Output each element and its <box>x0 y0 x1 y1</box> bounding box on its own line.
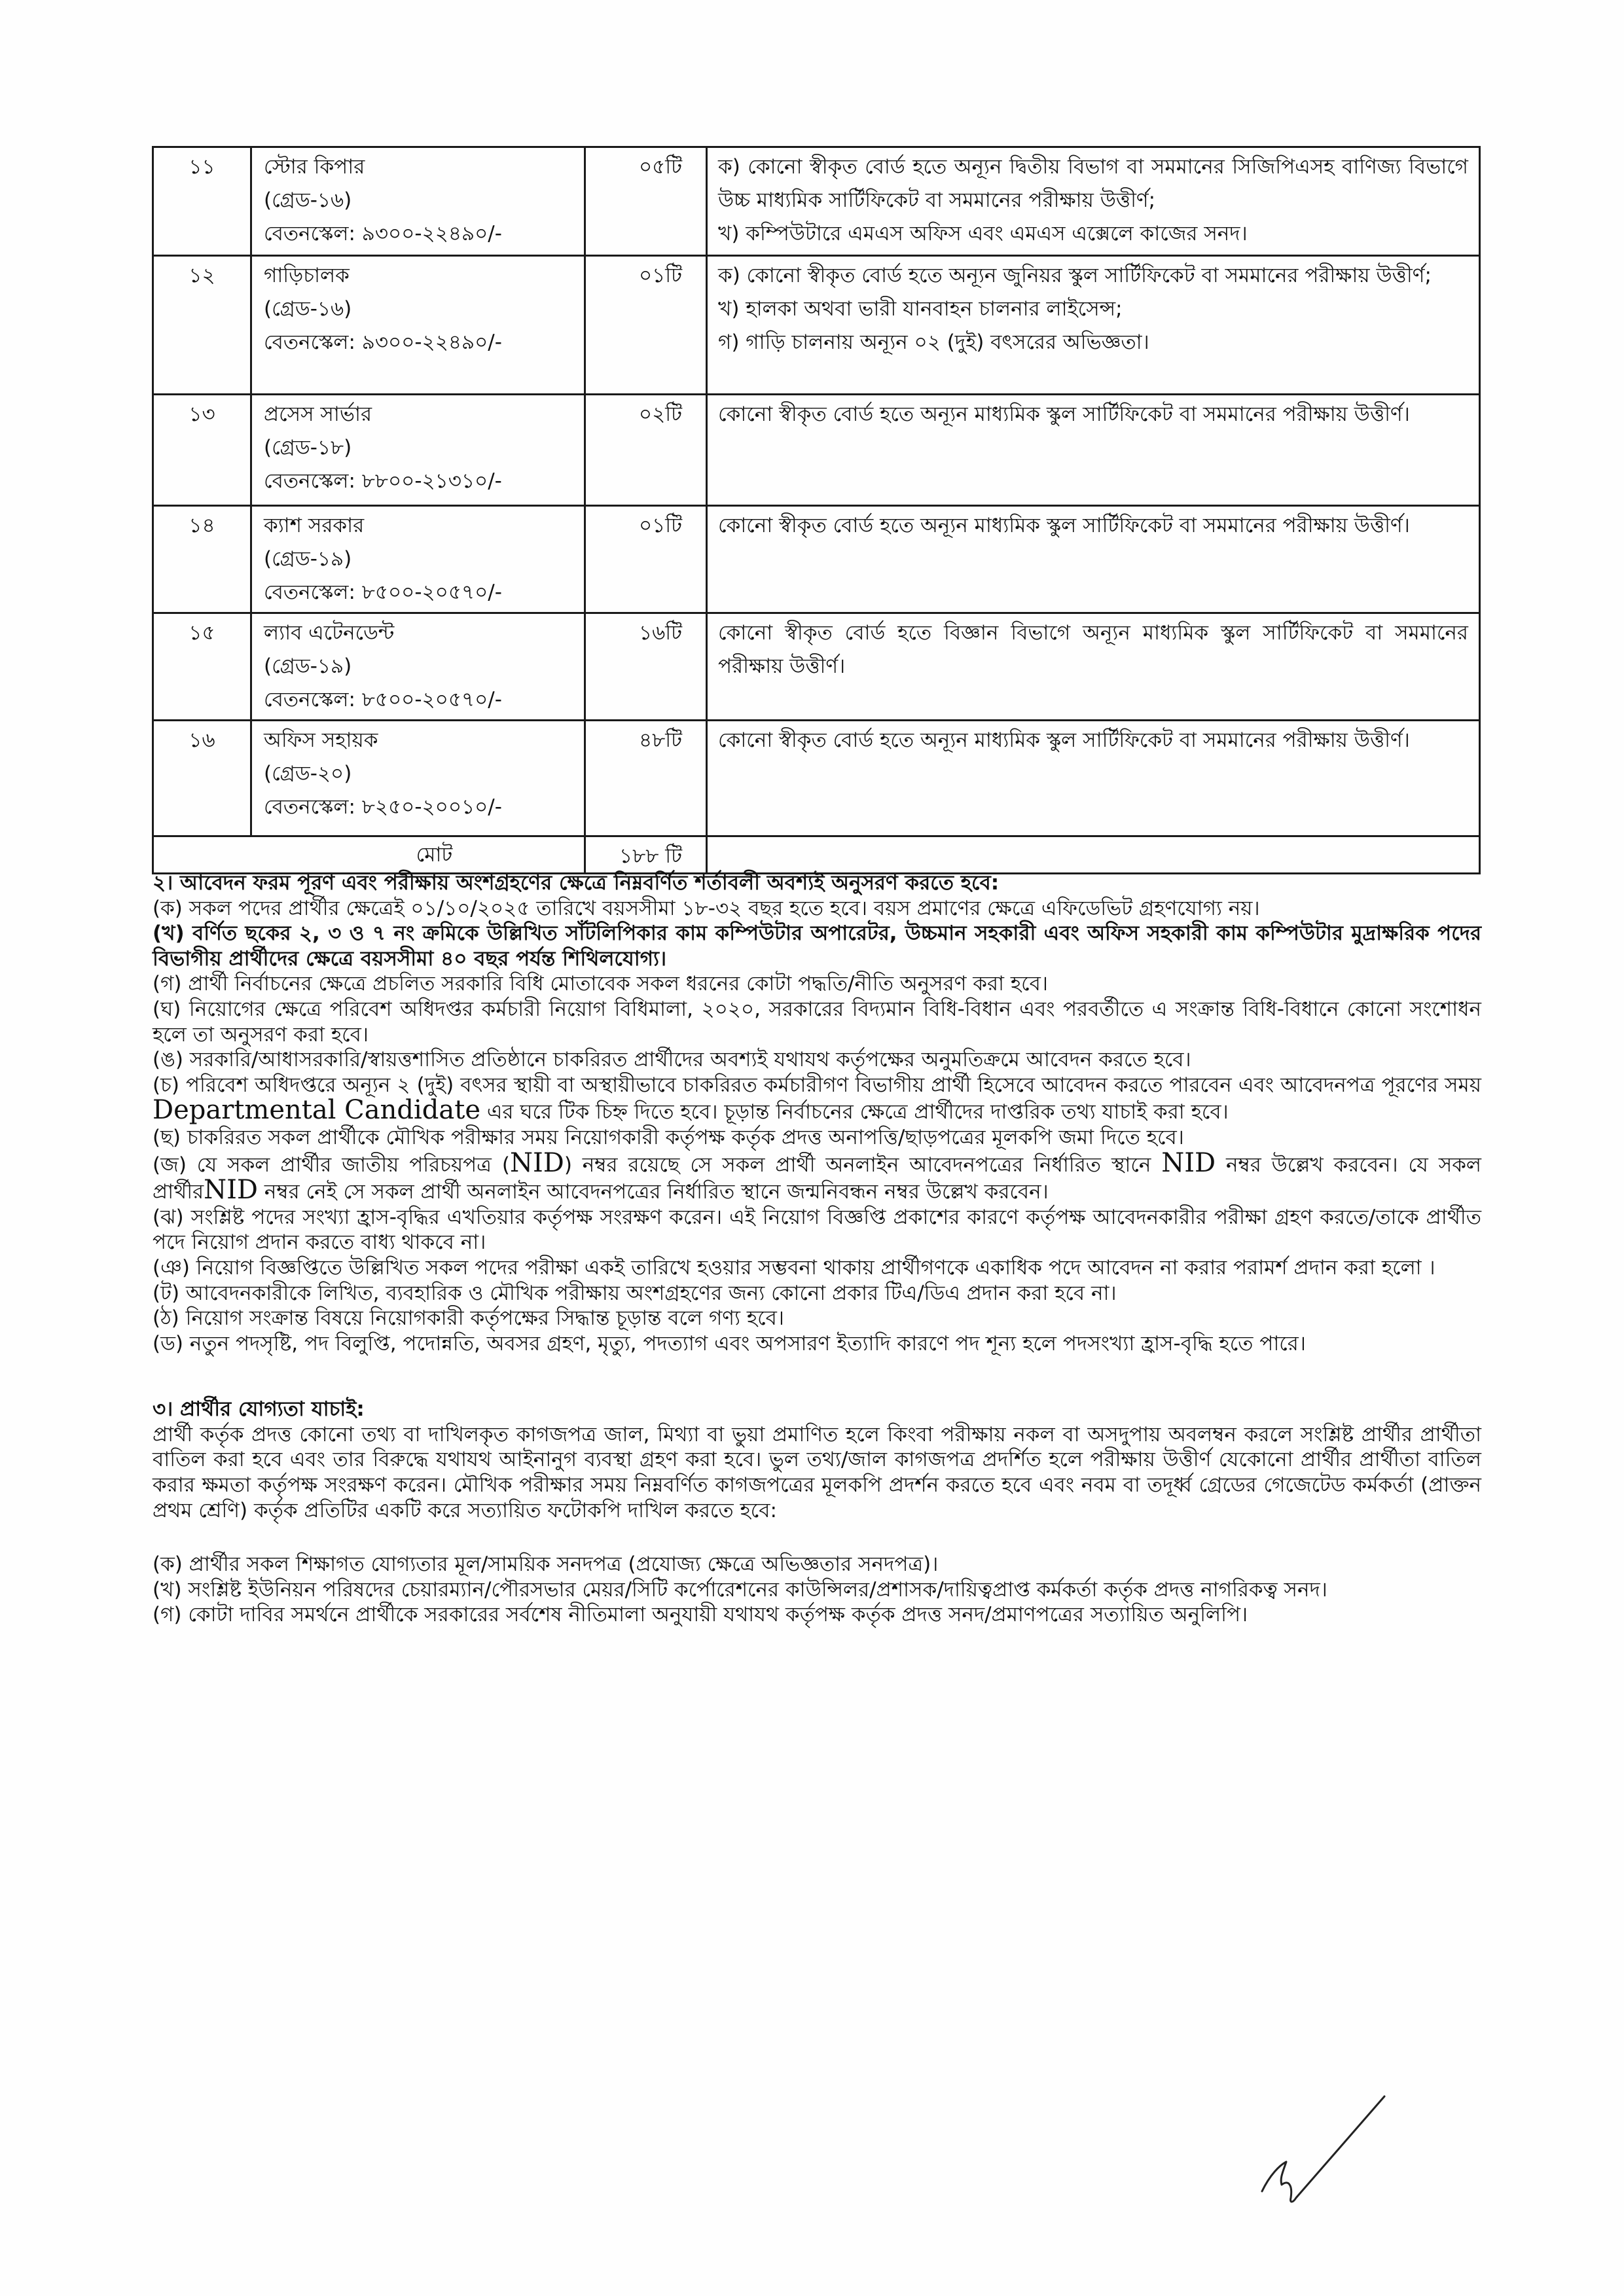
document-item-kha: (খ) সংশ্লিষ্ট ইউনিয়ন পরিষদের চেয়ারম্যান/পৌরসভার মেয়র/সিটি কর্পোরেশনের কাউন্সিলর/প্রশাসক/দায়িত্বপ্রাপ্ত কর্মকর্তা কর্তৃক প্রদত্ত নাগরিকত্ব সনদ। <box>153 1577 1327 1602</box>
nid-term: NID <box>509 1147 564 1178</box>
qualification-cell <box>707 147 1480 256</box>
total-empty-cell <box>707 836 1480 874</box>
post-pay-scale: বেতনস্কেল: ৮৫০০-২০৫৭০/- <box>264 581 502 604</box>
spacer <box>153 1523 1481 1552</box>
condition-ga: (গ) প্রার্থী নির্বাচনের ক্ষেত্রে প্রচলিত সরকারি বিধি মোতাবেক সকল ধরনের কোটা পদ্ধতি/নীতি অনুসরণ করা হবে। <box>153 972 1048 996</box>
condition-jha: (ঝ) সংশ্লিষ্ট পদের সংখ্যা হ্রাস-বৃদ্ধির এখতিয়ার কর্তৃপক্ষ সংরক্ষণ করেন। এই নিয়োগ বিজ্ঞপ্তি প্রকাশের কারণে কর্তৃপক্ষ আবেদনকারীর পরীক্ষা গ্রহণ করতে/তাকে প্রার্থীত পদে নিয়োগ প্রদান করতে বাধ্য থাকবে না। <box>153 1205 1481 1255</box>
condition-ta: (ট) আবেদনকারীকে লিখিত, ব্যবহারিক ও মৌখিক পরীক্ষায় অংশগ্রহণের জন্য কোনো প্রকার টিএ/ডিএ প্রদান করা হবে না। <box>153 1281 1117 1305</box>
posts-table <box>152 146 1481 874</box>
condition-ja-text-3: নম্বর উল্লেখ করবেন। যে সকল প্রার্থীর <box>153 1153 1482 1204</box>
post-pay-scale: বেতনস্কেল: ৮২৫০-২০০১০/- <box>264 795 502 819</box>
qualification-line: কোনো স্বীকৃত বোর্ড হতে অন্যূন মাধ্যমিক স্কুল সার্টিফিকেট বা সমমানের পরীক্ষায় উত্তীর্ণ। <box>718 728 1410 752</box>
post-name: গাড়িচালক <box>264 264 350 287</box>
table-row <box>153 147 1480 256</box>
qualification-cell <box>707 395 1480 506</box>
post-name: অফিস সহায়ক <box>264 728 378 752</box>
post-name: ল্যাব এটেনডেন্ট <box>264 621 395 645</box>
post-grade: (গ্রেড-১৬) <box>264 188 352 212</box>
conditions-body <box>153 870 1481 1628</box>
post-cell <box>251 613 585 721</box>
serial-number: ১২ <box>153 256 251 395</box>
serial-number: ১৩ <box>153 395 251 506</box>
post-name: প্রসেস সার্ভার <box>264 403 372 426</box>
table-total-row <box>153 836 1480 874</box>
condition-cha-text-2: এর ঘরে টিক চিহ্ন দিতে হবে। চূড়ান্ত নির্বাচনের ক্ষেত্রে প্রার্থীদের দাপ্তরিক তথ্য যাচাই করা হবে। <box>486 1100 1229 1124</box>
condition-nya: (ঞ) নিয়োগ বিজ্ঞপ্তিতে উল্লিখিত সকল পদের পরীক্ষা একই তারিখে হওয়ার সম্ভবনা থাকায় প্রার্থীগণকে একাধিক পদে আবেদন না করার পরামর্শ প্রদান করা হলো । <box>153 1255 1435 1280</box>
post-cell <box>251 721 585 836</box>
condition-ja <box>153 1147 1482 1206</box>
serial-number: ১৬ <box>153 721 251 836</box>
table-row <box>153 256 1480 395</box>
vacancy-count: ০১টি <box>585 506 707 613</box>
qualification-cell <box>707 721 1480 836</box>
post-name: স্টোর কিপার <box>264 155 365 179</box>
post-cell <box>251 395 585 506</box>
vacancy-count: ১৬টি <box>585 613 707 721</box>
qualification-line: খ) হালকা অথবা ভারী যানবাহন চালনার লাইসেন্স; <box>718 297 1123 321</box>
condition-ja-text-4: নম্বর নেই সে সকল প্রার্থী অনলাইন আবেদনপত্রের নির্ধারিত স্থানে জন্মনিবন্ধন নম্বর উল্লেখ করবেন। <box>264 1180 1049 1204</box>
table-row <box>153 721 1480 836</box>
condition-cha <box>153 1073 1481 1125</box>
qualification-line: কোনো স্বীকৃত বোর্ড হতে বিজ্ঞান বিভাগে অন্যূন মাধ্যমিক স্কুল সার্টিফিকেট বা সমমানের পরীক্ষায় উত্তীর্ণ। <box>718 621 1468 678</box>
condition-ja-text-2: ) নম্বর রয়েছে সে সকল প্রার্থী অনলাইন আবেদনপত্রের নির্ধারিত স্থানে <box>564 1153 1151 1177</box>
qualification-line: কোনো স্বীকৃত বোর্ড হতে অন্যূন মাধ্যমিক স্কুল সার্টিফিকেট বা সমমানের পরীক্ষায় উত্তীর্ণ। <box>718 514 1410 537</box>
post-grade: (গ্রেড-১৯) <box>264 655 352 678</box>
vacancy-count: ৪৮টি <box>585 721 707 836</box>
post-grade: (গ্রেড-১৬) <box>264 297 352 321</box>
post-cell <box>251 506 585 613</box>
condition-ja-text-1: (জ) যে সকল প্রার্থীর জাতীয় পরিচয়পত্র ( <box>153 1153 510 1177</box>
departmental-candidate-term: Departmental Candidate <box>153 1095 480 1126</box>
serial-number: ১৪ <box>153 506 251 613</box>
table-row <box>153 613 1480 721</box>
section-2-heading: ২। আবেদন ফরম পূরণ এবং পরীক্ষায় অংশগ্রহণের ক্ষেত্রে নিম্নবর্ণিত শর্তাবলী অবশ্যই অনুসরণ করতে হবে: <box>153 871 1000 895</box>
nid-term: NID <box>1161 1147 1216 1178</box>
total-label: মোট <box>153 836 585 874</box>
signature-mark <box>1257 2093 1394 2204</box>
total-count: ১৮৮ টি <box>585 836 707 874</box>
condition-tha: (ঠ) নিয়োগ সংক্রান্ত বিষয়ে নিয়োগকারী কর্তৃপক্ষের সিদ্ধান্ত চূড়ান্ত বলে গণ্য হবে। <box>153 1306 784 1331</box>
qualification-cell <box>707 506 1480 613</box>
condition-cha-text-1: (চ) পরিবেশ অধিদপ্তরে অন্যূন ২ (দুই) বৎসর স্থায়ী বা অস্থায়ীভাবে চাকরিরত কর্মচারীগণ বিভাগীয় প্রার্থী হিসেবে আবেদন করতে পারবেন এবং আবেদনপত্র পূরণের সময় <box>153 1073 1481 1097</box>
qualification-line: ক) কোনো স্বীকৃত বোর্ড হতে অন্যূন জুনিয়র স্কুল সার্টিফিকেট বা সমমানের পরীক্ষায় উত্তীর্ণ; <box>718 264 1432 287</box>
post-cell <box>251 147 585 256</box>
vacancy-count: ০৫টি <box>585 147 707 256</box>
vacancy-count: ০১টি <box>585 256 707 395</box>
post-grade: (গ্রেড-২০) <box>264 762 352 785</box>
qualification-line: গ) গাড়ি চালনায় অন্যূন ০২ (দুই) বৎসরের অভিজ্ঞতা। <box>718 331 1149 354</box>
post-pay-scale: বেতনস্কেল: ৯৩০০-২২৪৯০/- <box>264 222 502 245</box>
post-name: ক্যাশ সরকার <box>264 514 365 537</box>
condition-kha: (খ) বর্ণিত ছকের ২, ৩ ও ৭ নং ক্রমিকে উল্লিখিত সাঁটলিপিকার কাম কম্পিউটার অপারেটর, উচ্চমান সহকারী এবং অফিস সহকারী কাম কম্পিউটার মুদ্রাক্ষরিক পদের বিভাগীয় প্রার্থীদের ক্ষেত্রে বয়সসীমা ৪০ বছর পর্যন্ত শিথিলযোগ্য। <box>153 922 1481 971</box>
post-pay-scale: বেতনস্কেল: ৮৮০০-২১৩১০/- <box>264 469 502 493</box>
qualification-cell <box>707 613 1480 721</box>
table-row <box>153 395 1480 506</box>
qualification-cell <box>707 256 1480 395</box>
post-pay-scale: বেতনস্কেল: ৯৩০০-২২৪৯০/- <box>264 331 502 354</box>
condition-ka: (ক) সকল পদের প্রার্থীর ক্ষেত্রেই ০১/১০/২০২৫ তারিখে বয়সসীমা ১৮-৩২ বছর হতে হবে। বয়স প্রমাণের ক্ষেত্রে এফিডেভিট গ্রহণযোগ্য নয়। <box>153 896 1260 920</box>
post-grade: (গ্রেড-১৯) <box>264 547 352 571</box>
condition-chha: (ছ) চাকরিরত সকল প্রার্থীকে মৌখিক পরীক্ষার সময় নিয়োগকারী কর্তৃপক্ষ কর্তৃক প্রদত্ত অনাপত্তি/ছাড়পত্রের মূলকপি জমা দিতে হবে। <box>153 1125 1184 1149</box>
post-grade: (গ্রেড-১৮) <box>264 436 352 459</box>
serial-number: ১৫ <box>153 613 251 721</box>
table-row <box>153 506 1480 613</box>
vacancy-count: ০২টি <box>585 395 707 506</box>
qualification-line: কোনো স্বীকৃত বোর্ড হতে অন্যূন মাধ্যমিক স্কুল সার্টিফিকেট বা সমমানের পরীক্ষায় উত্তীর্ণ। <box>718 403 1410 426</box>
document-item-ga: (গ) কোটা দাবির সমর্থনে প্রার্থীকে সরকারের সর্বশেষ নীতিমালা অনুযায়ী যথাযথ কর্তৃপক্ষ কর্তৃক প্রদত্ত সনদ/প্রমাণপত্রের সত্যায়িত অনুলিপি। <box>153 1603 1248 1627</box>
serial-number: ১১ <box>153 147 251 256</box>
document-item-ka: (ক) প্রার্থীর সকল শিক্ষাগত যোগ্যতার মূল/সাময়িক সনদপত্র (প্রযোজ্য ক্ষেত্রে অভিজ্ঞতার সনদপত্র)। <box>153 1552 939 1577</box>
condition-uo: (ঙ) সরকারি/আধাসরকারি/স্বায়ত্তশাসিত প্রতিষ্ঠানে চাকরিরত প্রার্থীদের অবশ্যই যথাযথ কর্তৃপক্ষের অনুমতিক্রমে আবেদন করতে হবে। <box>153 1048 1191 1072</box>
condition-gha: (ঘ) নিয়োগের ক্ষেত্রে পরিবেশ অধিদপ্তর কর্মচারী নিয়োগ বিধিমালা, ২০২০, সরকারের বিদ্যমান বিধি-বিধান এবং পরবর্তীতে এ সংক্রান্ত বিধি-বিধানে কোনো সংশোধন হলে তা অনুসরণ করা হবে। <box>153 997 1481 1047</box>
post-cell <box>251 256 585 395</box>
qualification-line: খ) কম্পিউটারে এমএস অফিস এবং এমএস এক্সেলে কাজের সনদ। <box>718 222 1248 245</box>
section-3-intro: প্রার্থী কর্তৃক প্রদত্ত কোনো তথ্য বা দাখিলকৃত কাগজপত্র জাল, মিথ্যা বা ভুয়া প্রমাণিত হলে কিংবা পরীক্ষায় নকল বা অসদুপায় অবলম্বন করলে সংশ্লিষ্ট প্রার্থীর প্রার্থীতা বাতিল করা হবে এবং তার বিরুদ্ধে যথাযথ আইনানুগ ব্যবস্থা গ্রহণ করা হবে। ভুল তথ্য/জাল কাগজপত্র প্রদর্শিত হলে পরীক্ষায় উত্তীর্ণ যেকোনো প্রার্থীর প্রার্থীতা বাতিল করার ক্ষমতা কর্তৃপক্ষ সংরক্ষণ করেন। মৌখিক পরীক্ষার সময় নিম্নবর্ণিত কাগজপত্রের মূলকপি প্রদর্শন করতে হবে এবং নবম বা তদূর্ধ্ব গ্রেডের গেজেটেড কর্মকর্তা (প্রাক্তন প্রথম শ্রেণি) কর্তৃক প্রতিটির একটি করে সত্যায়িত ফটোকপি দাখিল করতে হবে: <box>153 1422 1481 1522</box>
condition-da: (ড) নতুন পদসৃষ্টি, পদ বিলুপ্তি, পদোন্নতি, অবসর গ্রহণ, মৃত্যু, পদত্যাগ এবং অপসারণ ইত্যাদি কারণে পদ শূন্য হলে পদসংখ্যা হ্রাস-বৃদ্ধি হতে পারে। <box>153 1331 1306 1355</box>
spacer <box>153 1356 1481 1397</box>
post-pay-scale: বেতনস্কেল: ৮৫০০-২০৫৭০/- <box>264 688 502 711</box>
qualification-line: ক) কোনো স্বীকৃত বোর্ড হতে অন্যূন দ্বিতীয় বিভাগ বা সমমানের সিজিপিএসহ বাণিজ্য বিভাগে উচ্চ মাধ্যমিক সার্টিফিকেট বা সমমানের পরীক্ষায় উত্তীর্ণ; <box>718 155 1468 212</box>
nid-term: NID <box>204 1175 258 1206</box>
section-3-heading: ৩। প্রার্থীর যোগ্যতা যাচাই: <box>153 1397 365 1422</box>
